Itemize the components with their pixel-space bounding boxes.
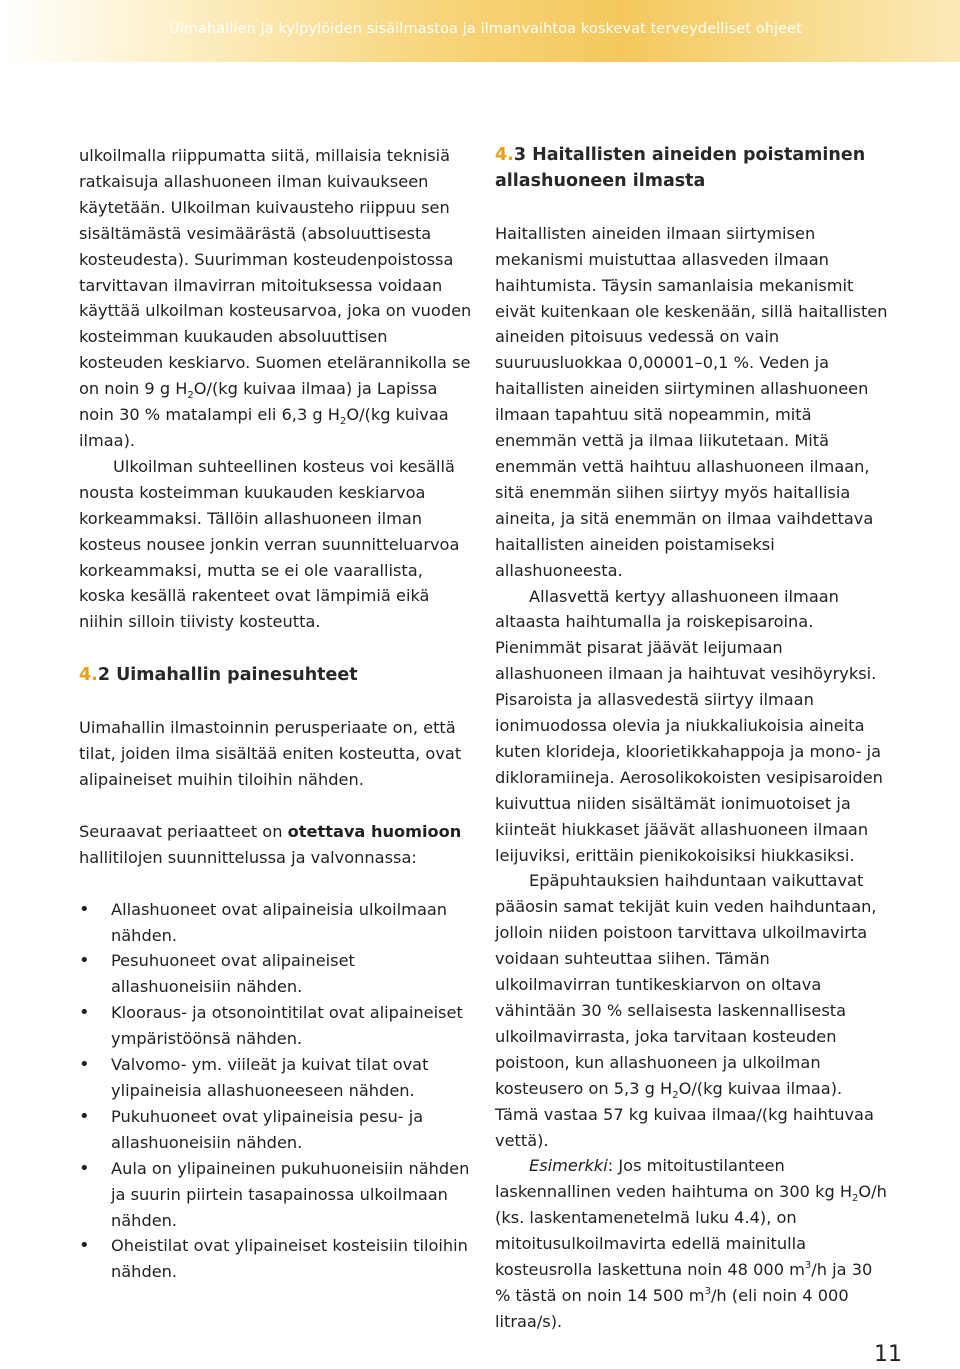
section-heading-4-3: 4.3 Haitallisten aineiden poistaminen allashuoneen ilmasta (495, 145, 866, 191)
section-heading-4-2: 4.2 Uimahallin painesuhteet (79, 665, 358, 686)
header-title: Uimahallien ja kylpylöiden sisäilmastoa ja ilmanvaihtoa koskevat terveydelliset ohjeet (168, 21, 802, 37)
list-item: • Klooraus- ja otsonointitilat ovat alipaineiset ympäristöönsä nähden. (79, 1000, 473, 1052)
right-paragraph-3: Epäpuhtauksien haihduntaan vaikuttavat pääosin samat tekijät kuin veden haihduntaan, jolloin niiden poistoon tarvittava ulkoilmavirta voidaan suhteuttaa siihen. Tämän ulkoilmavirran tuntikeskiarvon on oltava vähintään 30 % sellaisesta laskennallisesta ulkoilmavirrasta, joka tarvitaan kosteuden poistoon, kun allashuoneen ja ulkoilman kosteusero on 5,3 g $H_2O/(kg$ kuivaa ilmaa). Tämä vastaa 57 kg kuivaa ilmaa/(kg haihtuvaa vettä). (495, 871, 877, 1150)
list-item: • Oheistilat ovat ylipaineiset kosteisiin tiloihin nähden. (79, 1233, 473, 1285)
right-paragraph-2: Allasvettä kertyy allashuoneen ilmaan altaasta haihtumalla ja roiskepisaroina. Pienimmät pisarat jäävät leijumaan allashuoneen ilmaan ja haihtuvat vesihöyryksi. Pisaroista ja allasvedestä siirtyy ilmaan ionimuodossa olevia ja niukkaliukoisia aineita kuten klorideja, kloorietikkahappoja ja mono- ja dikloramiineja. Aerosolikokoisten vesipisaroiden kuivuttua niiden sisältämät ionimuotoiset ja kiinteät hiukkaset jäävät allashuoneen ilmaan leijuviksi, erittäin pienikokoisiksi hiukkasiksi. (495, 586, 883, 865)
list-item: • Aula on ylipaineinen pukuhuoneisiin nähden ja suurin piirtein tasapainossa ulkoilmaan nähden. (79, 1156, 473, 1234)
left-paragraph-3: Uimahallin ilmastoinnin perusperiaate on, että tilat, joiden ilma sisältää eniten kosteutta, ovat alipaineiset muihin tiloihin nähden. (79, 718, 462, 789)
list-item: • Valvomo- ym. viileät ja kuivat tilat ovat ylipaineisia allashuoneeseen nähden. (79, 1052, 473, 1104)
list-item: • Allashuoneet ovat alipaineisia ulkoilmaan nähden. (79, 897, 473, 949)
list-item: • Pesuhuoneet ovat alipaineiset allashuoneisiin nähden. (79, 948, 473, 1000)
right-column (495, 143, 890, 1335)
right-paragraph-4: Esimerkki: Jos mitoitustilanteen laskennallinen veden haihtuma on 300 kg $H_2O/h$ (ks. laskentamenetelmä luku 4.4), on mitoitusulkoilmavirta edellä mainitulla kosteusrolla laskettuna noin 48 000 $m^3/h$ ja 30 % tästä on noin 14 500 $m^3/h$ (eli noin 4 000 litraa/s). (495, 1156, 887, 1331)
left-paragraph-1: ulkoilmalla riippumatta siitä, millaisia teknisiä ratkaisuja allashuoneen ilman kuivaukseen käytetään. Ulkoilman kuivausteho riippuu sen sisältämästä vesimäärästä (absoluuttisesta kosteudesta). Suurimman kosteudenpoistossa tarvittavan ilmavirran mitoituksessa voidaan käyttää ulkoilman kosteusarvoa, joka on vuoden kosteimman kuukauden absoluuttisen kosteuden keskiarvo. Suomen etelärannikolla se on noin 9 g $H_2O/(kg$ kuivaa ilmaa) ja Lapissa noin 30 % matalampi eli 6,3 g $H_2O/(kg$ kuivaa ilmaa). (79, 146, 472, 450)
left-paragraph-4: Seuraavat periaatteet on otettava huomioon hallitilojen suunnittelussa ja valvonnassa: (79, 821, 462, 867)
list-item: • Pukuhuoneet ovat ylipaineisia pesu- ja allashuoneisiin nähden. (79, 1104, 473, 1156)
page-number: 11 (874, 1342, 902, 1367)
header-banner (0, 0, 960, 62)
left-column (79, 143, 473, 1285)
left-paragraph-2: Ulkoilman suhteellinen kosteus voi kesällä nousta kosteimman kuukauden keskiarvoa korkeammaksi. Tällöin allashuoneen ilman kosteus nousee jonkin verran suunnitteluarvoa korkeammaksi, mutta se ei ole vaarallista, koska kesällä rakenteet ovat lämpimiä eikä niihin silloin tiivisty kosteutta. (79, 456, 460, 632)
right-paragraph-1: Haitallisten aineiden ilmaan siirtymisen mekanismi muistuttaa allasveden ilmaan haihtumista. Täysin samanlaisia mekanismit eivät kuitenkaan ole keskenään, sillä haitallisten aineiden pitoisuus vedessä on vain suuruusluokkaa 0,00001–0,1 %. Veden ja haitallisten aineiden siirtyminen allashuoneen ilmaan tapahtuu sitä nopeammin, mitä enemmän vettä ja ilmaa liikutetaan. Mitä enemmän vettä haihtuu allashuoneen ilmaan, sitä enemmän siihen siirtyy myös haitallisia aineita, ja sitä enemmän on ilmaa vaihdettava haitallisten aineiden poistamiseksi allashuoneesta. (495, 223, 888, 580)
pressure-principles-list (79, 897, 473, 1286)
